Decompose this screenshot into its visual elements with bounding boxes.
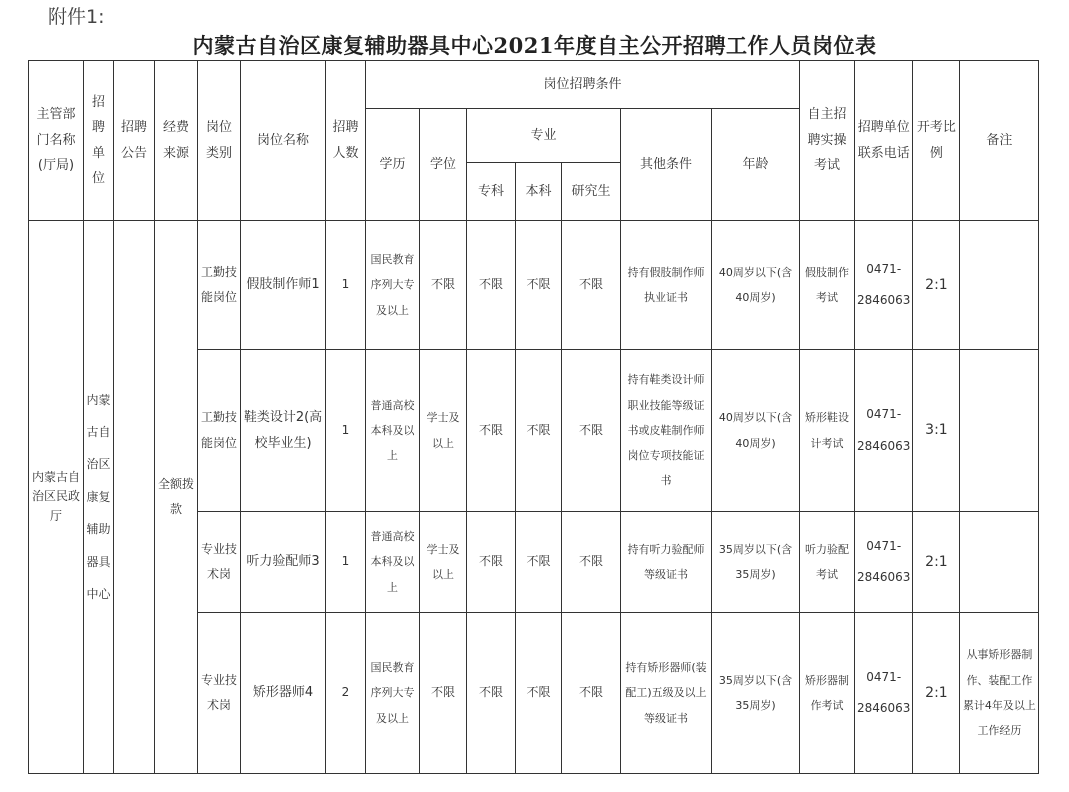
count-cell: 1	[326, 350, 366, 512]
education-cell: 国民教育序列大专及以上	[366, 613, 420, 774]
recruitment-table	[28, 60, 1039, 774]
bachelor-cell: 不限	[516, 512, 562, 613]
post-name-cell: 听力验配师3	[241, 512, 326, 613]
post-name-cell: 假肢制作师1	[241, 221, 326, 350]
age-cell: 40周岁以下(含40周岁)	[712, 350, 800, 512]
header-unit: 招聘单位	[84, 61, 114, 221]
education-cell: 普通高校本科及以上	[366, 512, 420, 613]
phone-cell: 0471-2846063	[855, 512, 913, 613]
junior-cell: 不限	[467, 221, 516, 350]
count-cell: 1	[326, 221, 366, 350]
graduate-cell: 不限	[562, 221, 621, 350]
phone-cell: 0471-2846063	[855, 221, 913, 350]
post-name-cell: 鞋类设计2(高校毕业生)	[241, 350, 326, 512]
ratio-cell: 2:1	[913, 613, 960, 774]
header-dept: 主管部门名称(厅局)	[29, 61, 84, 221]
header-exam: 自主招聘实操考试	[800, 61, 855, 221]
exam-cell: 矫形鞋设计考试	[800, 350, 855, 512]
header-remark: 备注	[960, 61, 1039, 221]
header-education: 学历	[366, 109, 420, 221]
phone-cell: 0471-2846063	[855, 613, 913, 774]
announcement-cell	[114, 221, 155, 774]
degree-cell: 不限	[420, 613, 467, 774]
phone-cell: 0471-2846063	[855, 350, 913, 512]
header-post-name: 岗位名称	[241, 61, 326, 221]
education-cell: 普通高校本科及以上	[366, 350, 420, 512]
header-ratio: 开考比例	[913, 61, 960, 221]
other-cell: 持有听力验配师等级证书	[621, 512, 712, 613]
post-type-cell: 工勤技能岗位	[198, 221, 241, 350]
header-row	[29, 61, 1039, 109]
header-phone: 招聘单位联系电话	[855, 61, 913, 221]
bachelor-cell: 不限	[516, 613, 562, 774]
exam-cell: 假肢制作考试	[800, 221, 855, 350]
table-row	[29, 221, 1039, 350]
degree-cell: 不限	[420, 221, 467, 350]
header-major: 专业	[467, 109, 621, 163]
post-type-cell: 专业技术岗	[198, 512, 241, 613]
other-cell: 持有矫形器师(装配工)五级及以上等级证书	[621, 613, 712, 774]
junior-cell: 不限	[467, 350, 516, 512]
exam-cell: 矫形器制作考试	[800, 613, 855, 774]
education-cell: 国民教育序列大专及以上	[366, 221, 420, 350]
other-cell: 持有假肢制作师执业证书	[621, 221, 712, 350]
ratio-cell: 2:1	[913, 221, 960, 350]
bachelor-cell: 不限	[516, 350, 562, 512]
header-funding: 经费来源	[155, 61, 198, 221]
count-cell: 1	[326, 512, 366, 613]
age-cell: 35周岁以下(含35周岁)	[712, 512, 800, 613]
degree-cell: 学士及以上	[420, 350, 467, 512]
header-conditions: 岗位招聘条件	[366, 61, 800, 109]
graduate-cell: 不限	[562, 350, 621, 512]
header-bachelor: 本科	[516, 163, 562, 221]
post-type-cell: 工勤技能岗位	[198, 350, 241, 512]
unit-cell: 内蒙古自治区康复辅助器具中心	[84, 221, 114, 774]
header-announcement: 招聘公告	[114, 61, 155, 221]
header-graduate: 研究生	[562, 163, 621, 221]
header-count: 招聘人数	[326, 61, 366, 221]
remark-cell	[960, 350, 1039, 512]
graduate-cell: 不限	[562, 613, 621, 774]
header-other: 其他条件	[621, 109, 712, 221]
dept-cell: 内蒙古自治区民政厅	[29, 221, 84, 774]
header-age: 年龄	[712, 109, 800, 221]
header-degree: 学位	[420, 109, 467, 221]
graduate-cell: 不限	[562, 512, 621, 613]
junior-cell: 不限	[467, 512, 516, 613]
post-name-cell: 矫形器师4	[241, 613, 326, 774]
age-cell: 40周岁以下(含40周岁)	[712, 221, 800, 350]
degree-cell: 学士及以上	[420, 512, 467, 613]
exam-cell: 听力验配考试	[800, 512, 855, 613]
remark-cell	[960, 221, 1039, 350]
junior-cell: 不限	[467, 613, 516, 774]
age-cell: 35周岁以下(含35周岁)	[712, 613, 800, 774]
header-junior: 专科	[467, 163, 516, 221]
ratio-cell: 3:1	[913, 350, 960, 512]
ratio-cell: 2:1	[913, 512, 960, 613]
attachment-label: 附件1:	[48, 6, 105, 28]
bachelor-cell: 不限	[516, 221, 562, 350]
count-cell: 2	[326, 613, 366, 774]
header-post-type: 岗位类别	[198, 61, 241, 221]
other-cell: 持有鞋类设计师职业技能等级证书或皮鞋制作师岗位专项技能证书	[621, 350, 712, 512]
funding-cell: 全额拨款	[155, 221, 198, 774]
remark-cell: 从事矫形器制作、装配工作累计4年及以上工作经历	[960, 613, 1039, 774]
post-type-cell: 专业技术岗	[198, 613, 241, 774]
remark-cell	[960, 512, 1039, 613]
page-title: 内蒙古自治区康复辅助器具中心2021年度自主公开招聘工作人员岗位表	[192, 33, 877, 58]
